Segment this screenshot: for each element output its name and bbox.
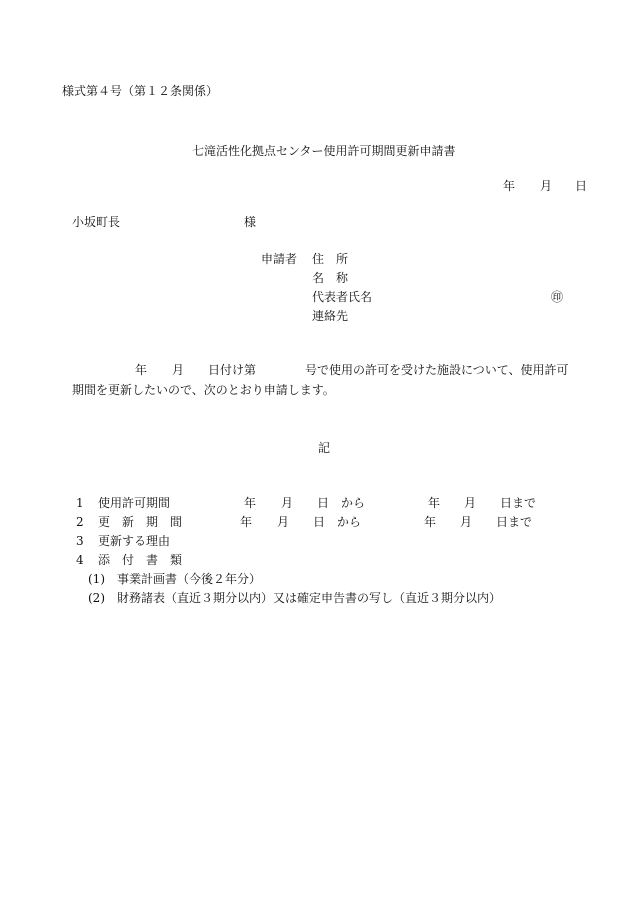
date-year: 年 xyxy=(503,179,516,193)
document-title: 七滝活性化拠点センター使用許可期間更新申請書 xyxy=(192,144,456,158)
applicant-label: 申請者 xyxy=(261,252,298,266)
item-2-to-year: 年 xyxy=(424,515,437,529)
item-2-from-month: 月 xyxy=(277,515,290,529)
applicant-address-label: 住 所 xyxy=(312,252,349,266)
item-1-from-day: 日 xyxy=(317,496,330,510)
addressee-name: 小坂町長 xyxy=(72,215,121,229)
item-1-from-month: 月 xyxy=(281,496,294,510)
item-1-to-year: 年 xyxy=(428,496,441,510)
item-2-from-year: 年 xyxy=(240,515,253,529)
sub-item-1-number: (1) xyxy=(88,572,105,586)
item-3-label: 更新する理由 xyxy=(98,534,171,548)
applicant-representative-label: 代表者氏名 xyxy=(312,290,373,304)
form-number: 様式第４号（第１２条関係） xyxy=(62,84,219,98)
item-2-from-day: 日 xyxy=(313,515,326,529)
body-month: 月 xyxy=(172,363,185,377)
seal-mark: ㊞ xyxy=(551,290,564,304)
body-line2: 期間を更新したいので、次のとおり申請します。 xyxy=(72,383,335,397)
item-2-label: 更 新 期 間 xyxy=(98,515,183,529)
item-2-until-label: 日まで xyxy=(496,515,533,529)
item-2-number: 2 xyxy=(76,515,84,529)
item-1-until-label: 日まで xyxy=(500,496,537,510)
body-line1-rest: 号で使用の許可を受けた施設について、使用許可 xyxy=(305,363,569,377)
date-day: 日 xyxy=(575,179,588,193)
date-month: 月 xyxy=(540,179,553,193)
body-date-ref: 日付け第 xyxy=(208,363,257,377)
item-1-label: 使用許可期間 xyxy=(98,496,171,510)
sub-item-1-label: 事業計画書（今後２年分） xyxy=(117,572,262,586)
item-2-from-label: から xyxy=(337,515,362,529)
item-1-number: 1 xyxy=(76,496,84,510)
ki-heading: 記 xyxy=(318,441,331,455)
item-1-to-month: 月 xyxy=(464,496,477,510)
body-year: 年 xyxy=(135,363,148,377)
item-1-from-label: から xyxy=(341,496,366,510)
item-2-to-month: 月 xyxy=(460,515,473,529)
item-4-number: 4 xyxy=(76,553,84,567)
sub-item-2-label: 財務諸表（直近３期分以内）又は確定申告書の写し（直近３期分以内） xyxy=(117,591,502,605)
item-3-number: 3 xyxy=(76,534,84,548)
item-1-from-year: 年 xyxy=(244,496,257,510)
applicant-contact-label: 連絡先 xyxy=(312,309,349,323)
item-4-label: 添 付 書 類 xyxy=(98,553,183,567)
sub-item-2-number: (2) xyxy=(88,591,105,605)
applicant-name-label: 名 称 xyxy=(312,271,349,285)
addressee-honorific: 様 xyxy=(244,215,257,229)
